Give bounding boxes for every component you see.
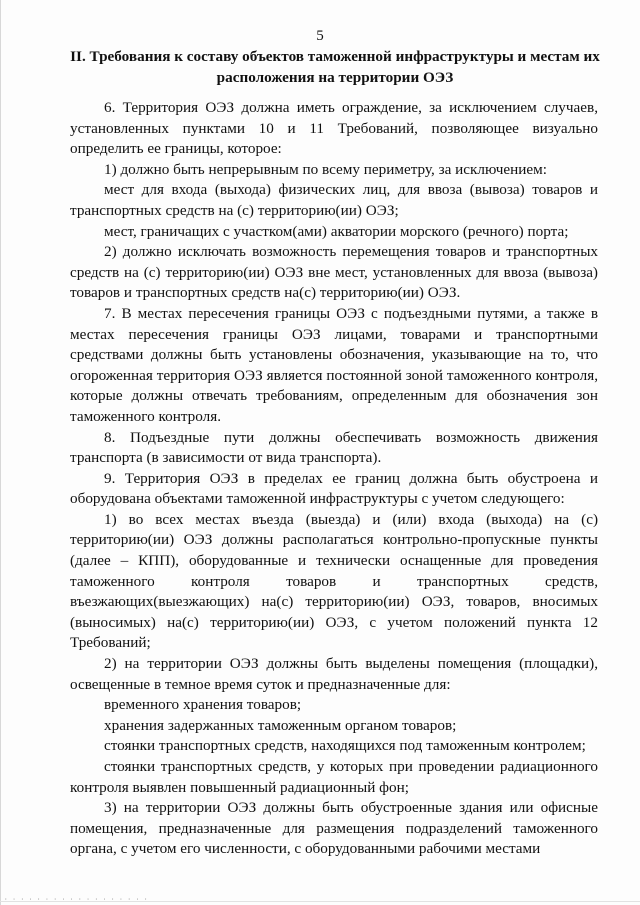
paragraph-6: 6. Территория ОЭЗ должна иметь ограждение, за исключением случаев, установленных пунктами 10 и 11 Требований, позволяющее визуально определить ее границы, которое:: [70, 99, 598, 158]
scan-footer-marks: · · · · · · · · · · · · · · · · · ·: [4, 896, 148, 903]
paragraph-9-item-2-b: хранения задержанных таможенным органом товаров;: [104, 716, 457, 734]
paragraph-6-item-1: 1) должно быть непрерывным по всему периметру, за исключением:: [104, 160, 547, 178]
paragraph-9-item-1: 1) во всех местах въезда (выезда) и (или) входа (выхода) на (с) территорию(ии) ОЭЗ должны располагаться контрольно-пропускные пункты (далее – КПП), оборудованные и технически оснащенные для проведения таможенного контроля товаров и транспортных средств, въезжающих(выезжающих) на(с) территорию(ии) ОЭЗ, товаров, вносимых (выносимых) на(с) территорию(ии) ОЭЗ, с учетом положений пункта 12 Требований;: [70, 510, 598, 652]
paragraph-9-item-3: 3) на территории ОЭЗ должны быть обустроенные здания или офисные помещения, предназначенные для размещения подразделений таможенного органа, с учетом его численности, с оборудованными рабочими местами: [70, 799, 598, 858]
paragraph-9-item-2-c: стоянки транспортных средств, находящихся под таможенным контролем;: [104, 737, 586, 755]
paragraph-6-item-1-b: мест, граничащих с участком(ами) акватории морского (речного) порта;: [104, 222, 569, 240]
paragraph-9-item-2-a: временного хранения товаров;: [104, 696, 302, 714]
paragraph-9: 9. Территория ОЭЗ в пределах ее границ должна быть обустроена и оборудована объектами таможенной инфраструктуры с учетом следующего:: [70, 469, 598, 508]
paragraph-9-item-2-d: стоянки транспортных средств, у которых при проведении радиационного контроля выявлен повышенный радиационный фон;: [70, 758, 598, 796]
section-heading: II. Требования к составу объектов таможенной инфраструктуры и местам их расположения на территории ОЭЗ: [70, 48, 600, 86]
paragraph-9-item-2: 2) на территории ОЭЗ должны быть выделены помещения (площадки), освещенные в темное время суток и предназначенные для:: [70, 655, 598, 693]
paragraph-6-item-1-a: мест для входа (выхода) физических лиц, для ввоза (вывоза) товаров и транспортных средств на (с) территорию(ии) ОЭЗ;: [70, 181, 598, 219]
paragraph-8: 8. Подъездные пути должны обеспечивать возможность движения транспорта (в зависимости от вида транспорта).: [70, 428, 598, 467]
paragraph-7: 7. В местах пересечения границы ОЭЗ с подъездными путями, а также в местах пересечения границы ОЭЗ лицами, товарами и транспортными средствами должны быть установлены обозначения, указывающие на то, что огороженная территория ОЭЗ является постоянной зоной таможенного контроля, которые должны отвечать требованиям, определенным для обозначения зон таможенного контроля.: [70, 304, 598, 425]
scan-edge-left: [0, 0, 1, 905]
paragraph-6-item-2: 2) должно исключать возможность перемещения товаров и транспортных средств на (с) территорию(ии) ОЭЗ вне мест, установленных для ввоза (вывоза) товаров и транспортных средств на(с) территорию(ии) ОЭЗ.: [70, 243, 598, 302]
body-text: [70, 98, 598, 860]
page-number: 5: [316, 28, 324, 44]
